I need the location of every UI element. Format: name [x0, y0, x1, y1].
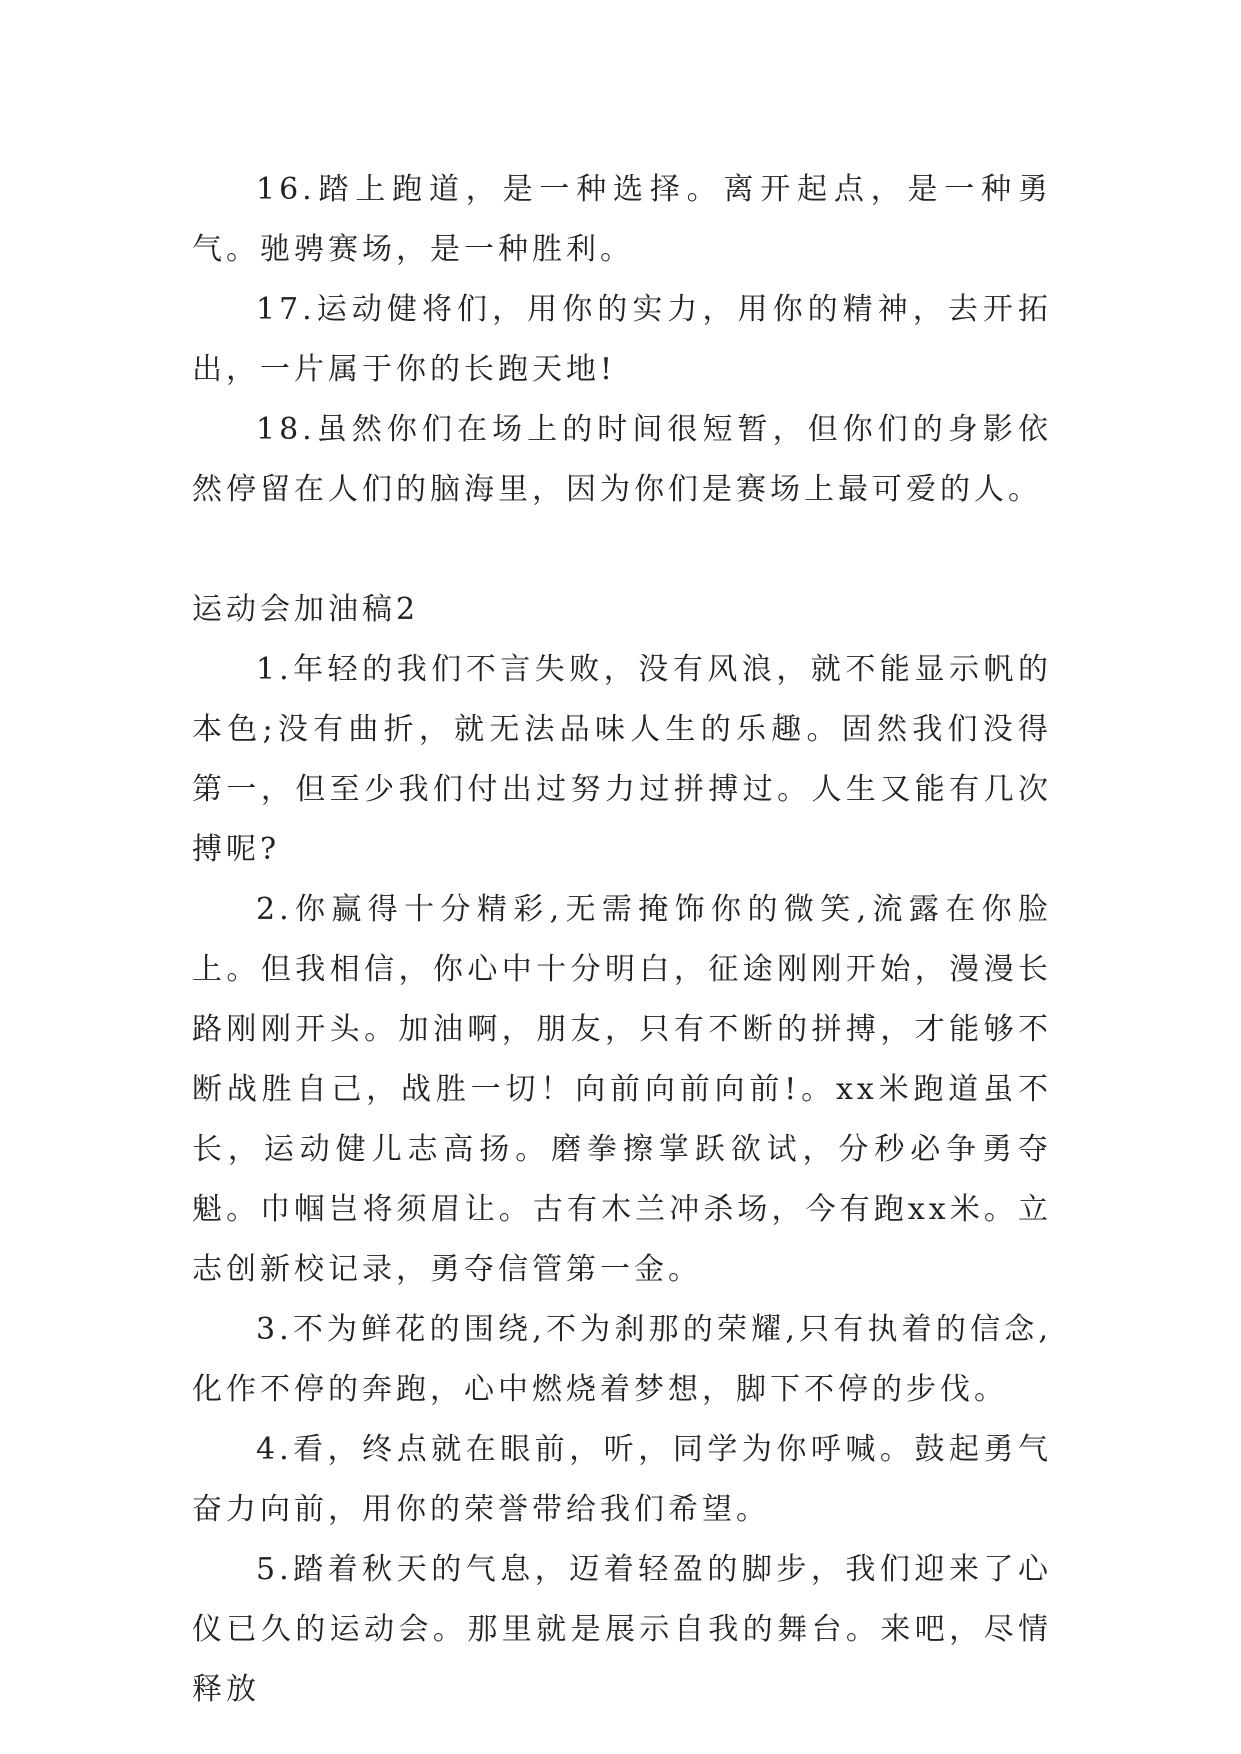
paragraph-item-16: 16.踏上跑道，是一种选择。离开起点，是一种勇气。驰骋赛场，是一种胜利。	[192, 172, 1052, 267]
paragraph-item-2: 2.你赢得十分精彩,无需掩饰你的微笑,流露在你脸上。但我相信，你心中十分明白，征途刚刚开始，漫漫长路刚刚开头。加油啊，朋友，只有不断的拼搏，才能够不断战胜自己，战胜一切！向前向前向前!。xx米跑道虽不长，运动健儿志高扬。磨拳擦掌跃欲试，分秒必争勇夺魁。巾帼岂将须眉让。古有木兰冲杀场，今有跑xx米。立志创新校记录，勇夺信管第一金。	[192, 892, 1052, 1287]
paragraph-item-17: 17.运动健将们，用你的实力，用你的精神，去开拓出，一片属于你的长跑天地!	[192, 292, 1052, 387]
paragraph-item-1: 1.年轻的我们不言失败，没有风浪，就不能显示帆的本色;没有曲折，就无法品味人生的乐趣。固然我们没得第一，但至少我们付出过努力过拼搏过。人生又能有几次搏呢?	[192, 652, 1052, 867]
section-heading: 运动会加油稿2	[192, 592, 420, 627]
paragraph-item-5: 5.踏着秋天的气息，迈着轻盈的脚步，我们迎来了心仪已久的运动会。那里就是展示自我的舞台。来吧，尽情释放	[192, 1552, 1052, 1707]
document-body	[192, 160, 1052, 1720]
paragraph-item-3: 3.不为鲜花的围绕,不为刹那的荣耀,只有执着的信念,化作不停的奔跑，心中燃烧着梦想，脚下不停的步伐。	[192, 1312, 1052, 1407]
paragraph-item-4: 4.看，终点就在眼前，听，同学为你呼喊。鼓起勇气奋力向前，用你的荣誉带给我们希望。	[192, 1432, 1052, 1527]
paragraph-item-18: 18.虽然你们在场上的时间很短暂，但你们的身影依然停留在人们的脑海里，因为你们是赛场上最可爱的人。	[192, 412, 1052, 507]
